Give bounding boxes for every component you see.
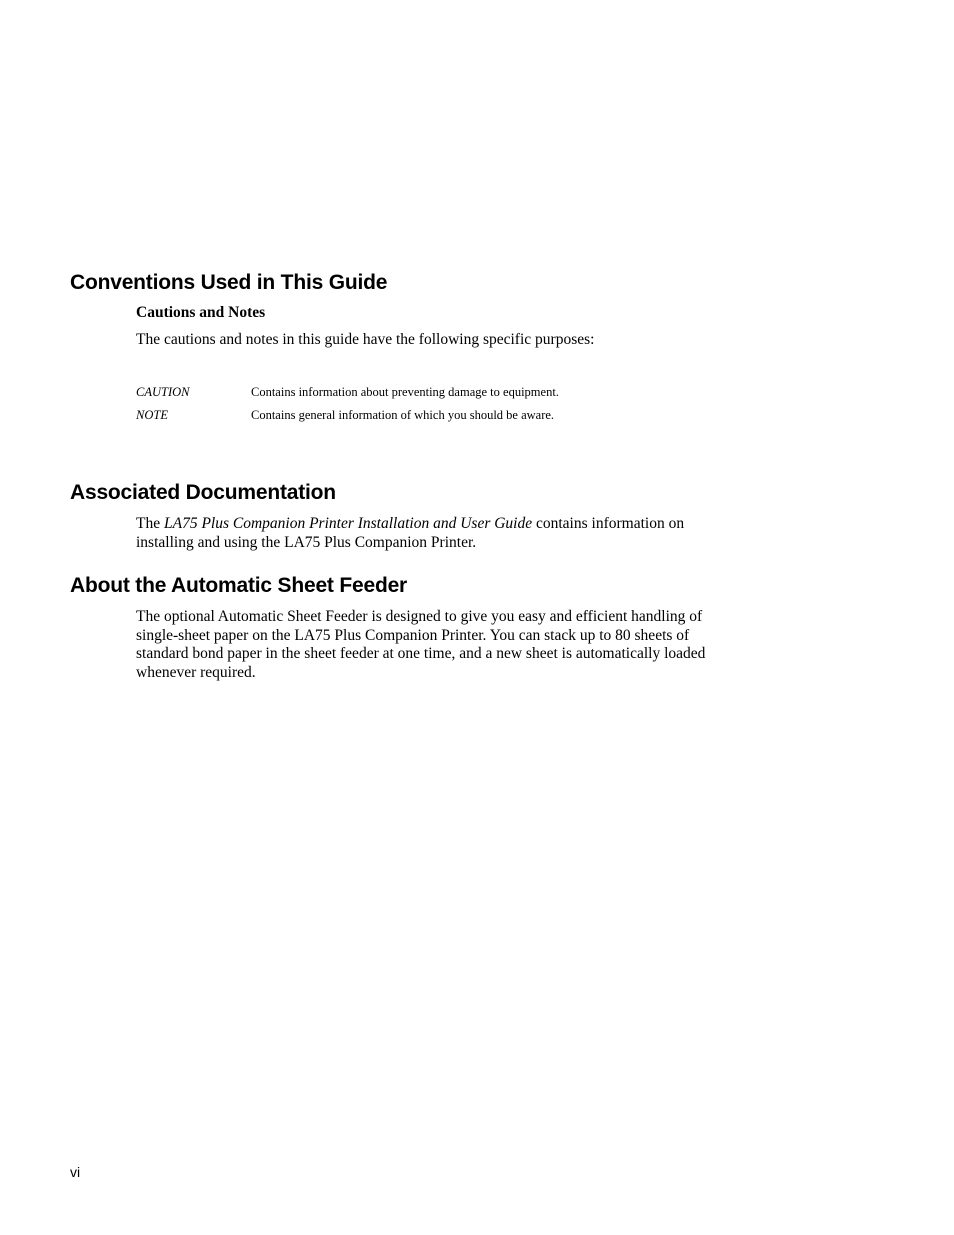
section-heading-about-sheet-feeder: About the Automatic Sheet Feeder: [70, 574, 408, 597]
conventions-row-caution: [136, 385, 656, 408]
associated-documentation-text: [136, 515, 696, 552]
guide-title: LA75 Plus Companion Printer Installation and User Guide: [163, 515, 533, 532]
section-heading-associated-documentation: Associated Documentation: [70, 481, 336, 504]
conventions-term: CAUTION: [136, 385, 190, 399]
associated-text-before: The: [136, 515, 164, 532]
subheading-cautions-and-notes: Cautions and Notes: [136, 304, 266, 321]
conventions-description: Contains information about preventing damage to equipment.: [251, 385, 559, 399]
conventions-description: Contains general information of which you should be aware.: [251, 408, 555, 422]
conventions-intro-text: The cautions and notes in this guide have the following specific purposes:: [136, 331, 595, 348]
conventions-term: NOTE: [136, 408, 168, 422]
conventions-row-note: [136, 408, 656, 431]
associated-text-after: contains information on installing and using the LA75 Plus Companion Printer.: [136, 515, 685, 551]
section-heading-conventions: Conventions Used in This Guide: [70, 271, 388, 294]
conventions-table: [136, 385, 656, 431]
about-sheet-feeder-text: The optional Automatic Sheet Feeder is designed to give you easy and efficient handling of single-sheet paper on the LA75 Plus Companion Printer. You can stack up to 80 sheets of standard bond paper in the sheet feeder at one time, and a new sheet is automatically loaded whenever required.: [136, 608, 706, 681]
page-number: vi: [70, 1164, 81, 1180]
